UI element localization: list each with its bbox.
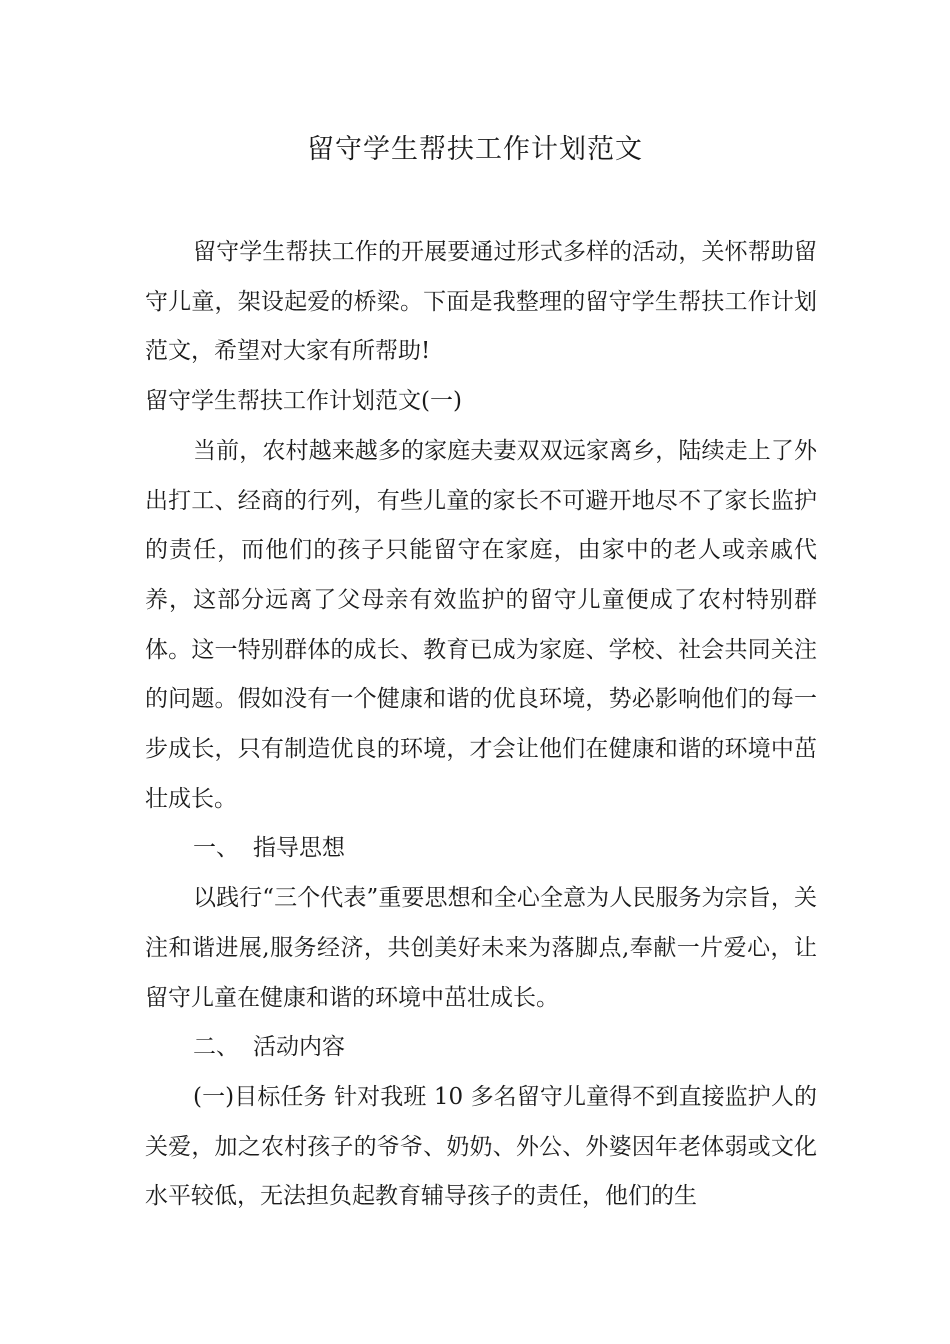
intro-paragraph: 留守学生帮扶工作的开展要通过形式多样的活动，关怀帮助留守儿童，架设起爱的桥梁。下面是我整理的留守学生帮扶工作计划范文，希望对大家有所帮助! [145, 239, 817, 365]
section-heading-guiding [145, 824, 817, 874]
section-label: 活动内容 [253, 1034, 345, 1061]
section-number: 一、 [193, 835, 239, 862]
section-heading-activities [145, 1023, 817, 1073]
section-label: 指导思想 [253, 835, 345, 862]
guiding-paragraph: 以践行“三个代表”重要思想和全心全意为人民服务为宗旨，关注和谐进展,服务经济，共创美好未来为落脚点,奉献一片爱心，让留守儿童在健康和谐的环境中茁壮成长。 [145, 885, 817, 1011]
subtitle-one: 留守学生帮扶工作计划范文(一) [145, 388, 462, 415]
section-number: 二、 [193, 1034, 239, 1061]
document-body [145, 228, 817, 1222]
current-situation-paragraph: 当前，农村越来越多的家庭夫妻双双远家离乡，陆续走上了外出打工、经商的行列，有些儿童的家长不可避开地尽不了家长监护的责任，而他们的孩子只能留守在家庭，由家中的老人或亲戚代养，这部分远离了父母亲有效监护的留守儿童便成了农村特别群体。这一特别群体的成长、教育已成为家庭、学校、社会共同关注的问题。假如没有一个健康和谐的优良环境，势必影响他们的每一步成长，只有制造优良的环境，才会让他们在健康和谐的环境中茁壮成长。 [145, 437, 817, 812]
document-title: 留守学生帮扶工作计划范文 [307, 134, 643, 165]
target-paragraph: (一)目标任务 针对我班 10 多名留守儿童得不到直接监护人的关爱，加之农村孩子的爷爷、奶奶、外公、外婆因年老体弱或文化水平较低，无法担负起教育辅导孩子的责任，他们的生 [145, 1083, 817, 1210]
